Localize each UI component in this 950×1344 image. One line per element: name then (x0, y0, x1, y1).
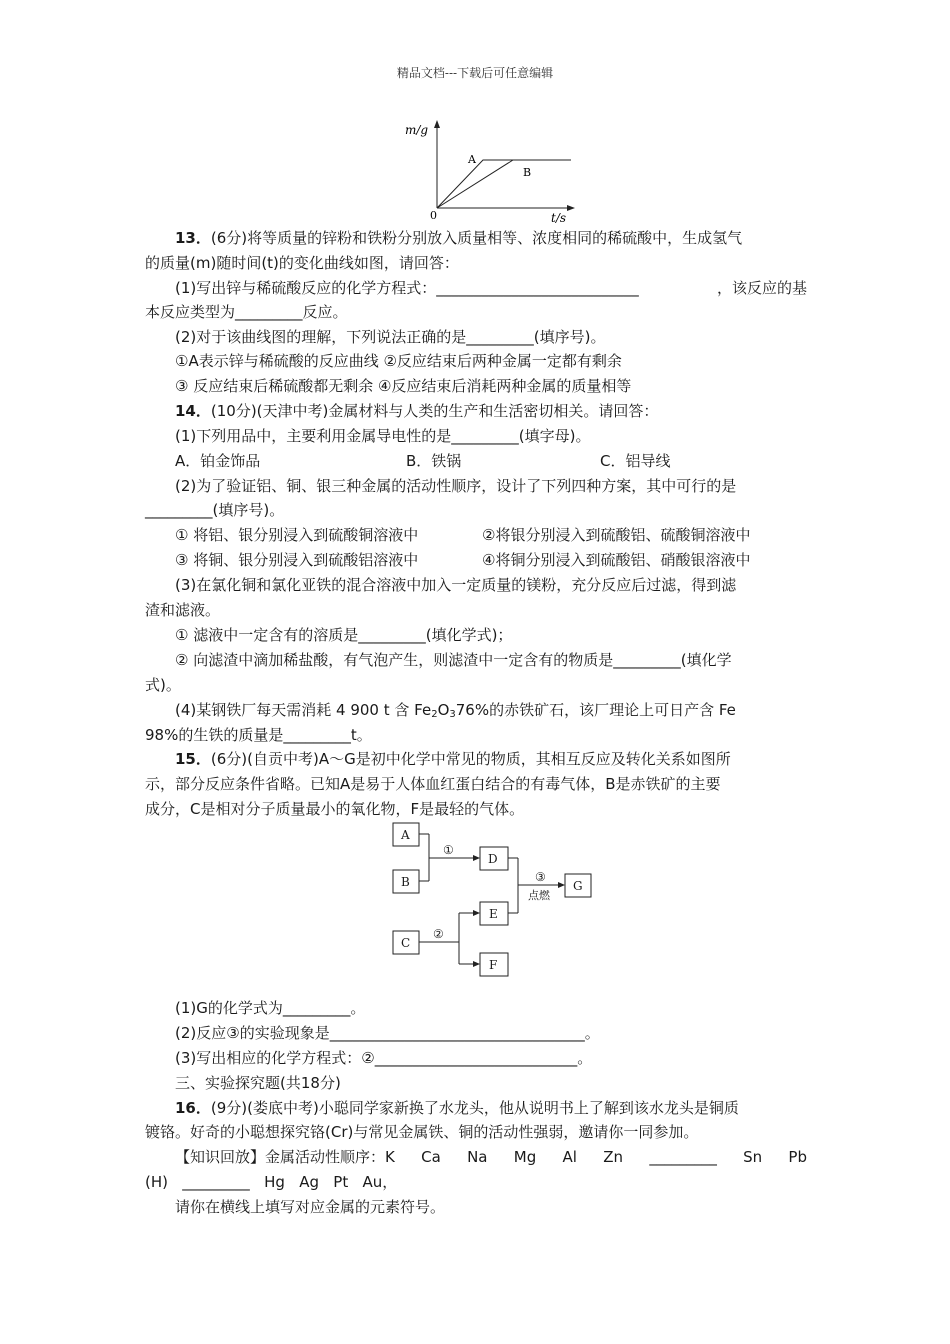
q14-line-4: (2)为了验证铝、铜、银三种金属的活动性顺序，设计了下列四种方案，其中可行的是 (175, 477, 737, 495)
q14-line-1: 14．(10分)(天津中考)金属材料与人类的生产和生活密切相关。请回答： (175, 402, 659, 420)
q13-option-line-1: ①A表示锌与稀硫酸的反应曲线 ②反应结束后两种金属一定都有剩余 (175, 352, 622, 370)
q15-sub-2: (2)反应③的实验现象是__________________________________。 (175, 1024, 600, 1042)
q13-option-line-2: ③ 反应结束后稀硫酸都无剩余 ④反应结束后消耗两种金属的质量相等 (175, 377, 632, 395)
q16-number: 16． (175, 1099, 211, 1117)
q15-sub-1: (1)G的化学式为_________。 (175, 999, 366, 1017)
box-e-label: E (489, 907, 498, 921)
q14-line-9: ① 滤液中一定含有的溶质是_________(填化学式)； (175, 626, 513, 644)
q14-line-5: _________(填序号)。 (145, 501, 285, 519)
q16-activity-series-line-2: (H) _________ Hg Ag Pt Au， (145, 1173, 398, 1191)
q14-line-10a: ② 向滤渣中滴加稀盐酸，有气泡产生，则滤渣中一定含有的物质是_________(填化学 (175, 651, 732, 669)
box-d-label: D (488, 852, 498, 866)
x-axis-arrow (567, 205, 575, 211)
q14-option-a: A．铂金饰品 (175, 452, 261, 470)
q14-option-c: C．铝导线 (600, 452, 671, 470)
curve-b-label: B (523, 166, 532, 179)
step-1-label: ① (443, 843, 454, 857)
q13-line-2: 的质量(m)随时间(t)的变化曲线如图，请回答： (145, 254, 459, 272)
q14-line-8a: (3)在氯化铜和氯化亚铁的混合溶液中加入一定质量的镁粉，充分反应后过滤，得到滤 (175, 576, 737, 594)
origin-label: 0 (430, 209, 437, 222)
q14-scheme-2: ②将银分别浸入到硫酸铝、硫酸铜溶液中 (482, 526, 751, 544)
q16-line-2: 镀铬。好奇的小聪想探究铬(Cr)与常见金属铁、铜的活动性强弱，邀请你一同参加。 (145, 1123, 699, 1141)
q15-number: 15． (175, 750, 211, 768)
step-2-label: ② (433, 927, 444, 941)
section-3-heading: 三、实验探究题(共18分) (175, 1074, 341, 1092)
q14-line-2: (1)下列用品中，主要利用金属导电性的是_________(填字母)。 (175, 427, 591, 445)
q16-line-1: 16．(9分)(娄底中考)小聪同学家新换了水龙头，他从说明书上了解到该水龙头是铜质 (175, 1099, 739, 1117)
q14-number: 14． (175, 402, 211, 420)
q13-line-3: (1)写出锌与稀硫酸反应的化学方程式：___________________________ ，该反应的基 (175, 279, 807, 297)
q14-line-12: 98%的生铁的质量是_________t。 (145, 726, 372, 744)
q14-line-11: (4)某钢铁厂每天需消耗 4 900 t 含 $Fe_2O_376\%$的赤铁矿石，该厂理论上可日产含 Fe (175, 701, 736, 720)
q15-line-1: 15．(6分)(自贡中考)A～G是初中化学中常见的物质，其相互反应及转化关系如图所 (175, 750, 731, 768)
box-g-label: G (573, 879, 583, 893)
y-axis-arrow (434, 120, 440, 128)
q14-option-b: B．铁锅 (406, 452, 462, 470)
step-3-label: ③ (535, 870, 546, 884)
q14-scheme-4: ④将铜分别浸入到硫酸铝、硝酸银溶液中 (482, 551, 751, 569)
q14-scheme-3: ③ 将铜、银分别浸入到硫酸铝溶液中 (175, 551, 419, 569)
page-header: 精品文档---下载后可任意编辑 (396, 66, 554, 80)
q14-line-8b: 渣和滤液。 (145, 601, 221, 619)
box-f-label: F (489, 958, 498, 972)
curve-b-line (437, 160, 513, 208)
reaction-graph (395, 118, 585, 226)
q13-line-5: (2)对于该曲线图的理解，下列说法正确的是_________(填序号)。 (175, 328, 606, 346)
q14-scheme-1: ① 将铝、银分别浸入到硫酸铜溶液中 (175, 526, 419, 544)
q16-line-5: 请你在横线上填写对应金属的元素符号。 (175, 1198, 446, 1216)
curve-a-label: A (468, 153, 476, 166)
box-a-label: A (401, 828, 410, 842)
y-axis-label: m/g (405, 123, 429, 137)
q15-line-2: 示，部分反应条件省略。已知A是易于人体血红蛋白结合的有毒气体，B是赤铁矿的主要 (145, 775, 721, 793)
box-b-label: B (401, 875, 410, 889)
q13-line-4: 本反应类型为_________反应。 (145, 303, 348, 321)
q15-line-3: 成分，C是相对分子质量最小的氧化物，F是最轻的气体。 (145, 800, 525, 818)
q15-sub-3: (3)写出相应的化学方程式：②___________________________。 (175, 1049, 593, 1067)
q13-number: 13． (175, 229, 211, 247)
reaction-flow-diagram (385, 818, 605, 980)
x-axis-label: t/s (551, 211, 567, 225)
condition-label: 点燃 (528, 889, 550, 902)
q16-activity-series-line: 【知识回放】金属活动性顺序：K Ca Na Mg Al Zn _________ Sn Pb (175, 1148, 807, 1166)
q14-line-10b: 式)。 (145, 676, 181, 694)
curve-a-line (437, 160, 571, 208)
q13-line-1: 13．(6分)将等质量的锌粉和铁粉分别放入质量相等、浓度相同的稀硫酸中，生成氢气 (175, 229, 743, 247)
box-c-label: C (401, 936, 411, 950)
